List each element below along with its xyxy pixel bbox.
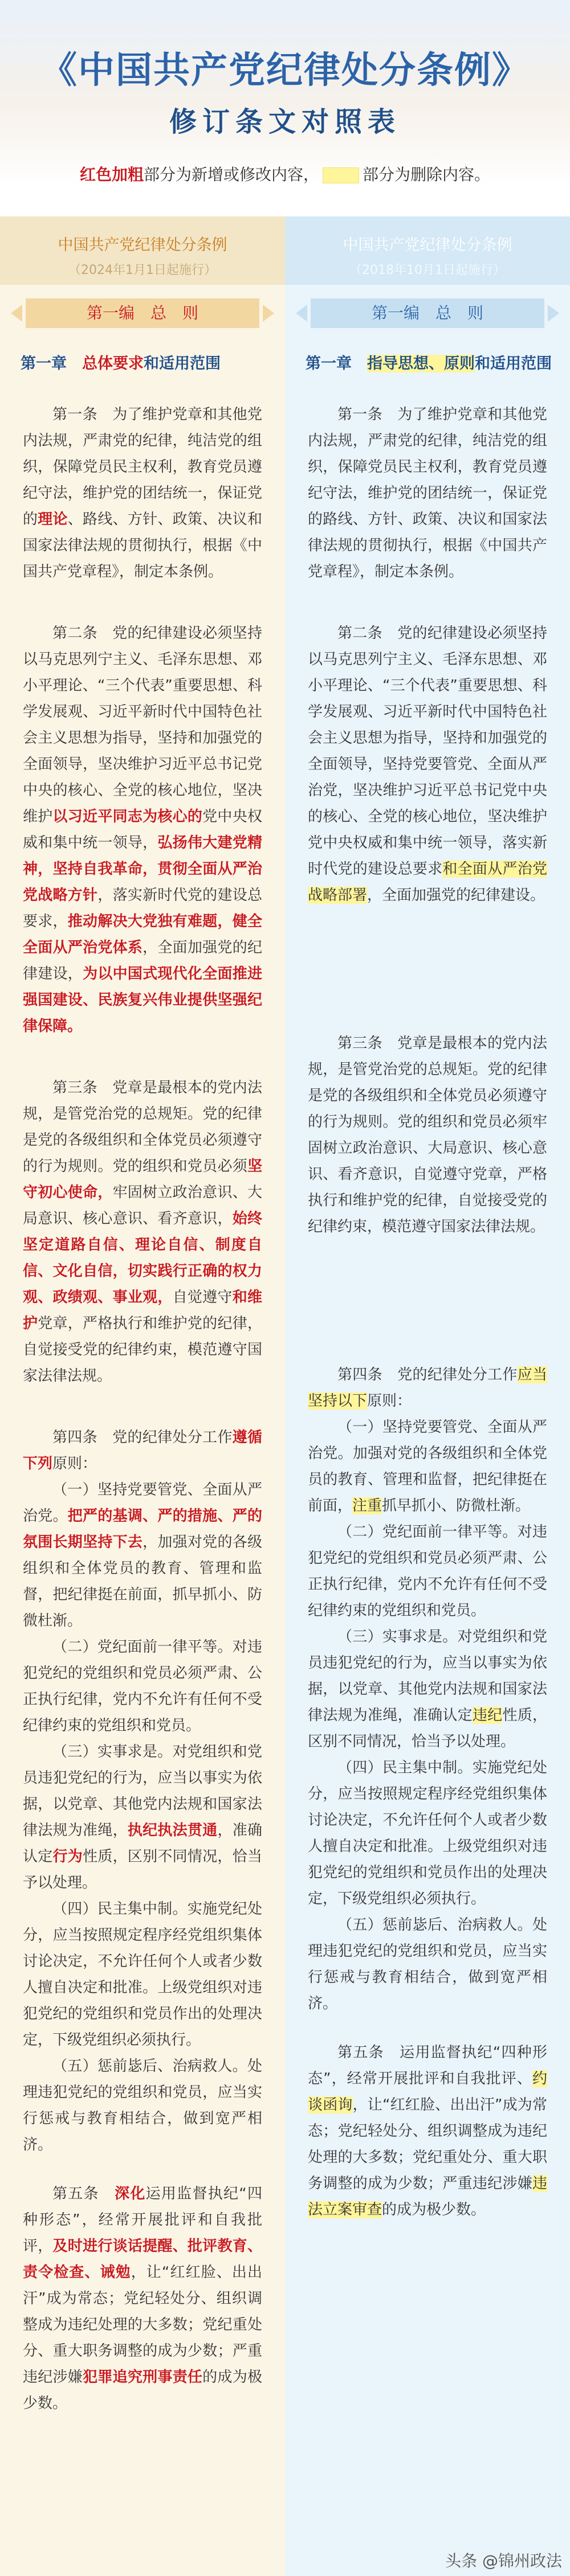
legend-end-text: 部分为删除内容。 [363,165,491,184]
text: 第四条 党的纪律处分工作 [52,1429,233,1446]
article-3-new [23,1075,262,1389]
text: 牢固树立政治意识、大局意识、核心意识、看齐意识， [23,1184,262,1227]
legend-yellow-swatch [323,167,359,183]
added-text: 推动解决大党独有难题，健全全面从严治党体系 [23,913,262,956]
text: 党中央权威和集中统一领导， [23,808,262,851]
article-4-item-4-new: （四）民主集中制。实施党纪处分，应当按照规定程序经党组织集体讨论决定，不允许任何个人或者少数人擅自决定和批准。上级党组织对违犯党纪的党组织和党员作出的处理决定，下级党组织必须执行。 [23,1901,262,2049]
column-header-old [285,216,570,285]
text: 第二条 党的纪律建设必须坚持以马克思列宁主义、毛泽东思想、邓小平理论、“三个代表”重要思想、科学发展观、习近平新时代中国特色社会主义思想为指导，坚持和加强党的全面领导，坚持党要管党、全面从严治党，坚决维护习近平总书记党中央的核心、全党的核心地位，坚决维护党中央权威和集中统一领导，落实新时代党的建设总要求 [308,625,547,878]
deleted-text: 违法立案审查 [308,2175,547,2218]
chapter-title-old [306,351,570,373]
text: 抓早抓小、防微杜渐。 [382,1497,531,1514]
chapter-suffix: 和适用范围 [144,355,221,372]
article-1-old: 第一条 为了维护党章和其他党内法规，严肃党的纪律，纯洁党的组织，保障党员民主权利，教育党员遵纪守法，维护党的团结统一，保证党的路线、方针、政策、决议和国家法律法规的贯彻执行，根据《中国共产党章程》，制定本条例。 [308,406,547,580]
added-text: 和维护 [23,1289,262,1332]
added-text: 理论 [38,511,68,528]
article-4-item-1-old [308,1414,547,1519]
text: ，落实新时代党的建设总要求， [23,887,262,930]
part-banner-new: 第一编 总 则 [26,298,259,328]
column-date-new: （2024年1月1日起施行） [68,263,217,277]
chapter-suffix: 和适用范围 [475,355,552,372]
text: 第二条 党的纪律建设必须坚持以马克思列宁主义、毛泽东思想、邓小平理论、“三个代表”重要思想、科学发展观、习近平新时代中国特色社会主义思想为指导，坚持和加强党的全面领导，坚决维护习近平总书记党中央的核心、全党的核心地位，坚决维护 [23,625,262,825]
chapter-modified: 总体要求 [82,355,144,372]
article-4-item-2-new: （二）党纪面前一律平等。对违犯党纪的党组织和党员必须严肃、公正执行纪律，党内不允许有任何不受纪律约束的党组织和党员。 [23,1639,262,1734]
chapter-title-new [21,351,285,373]
added-text: 坚守初心使命， [23,1158,262,1201]
added-text: 及时进行谈话提醒、批评教育、责令检查、诫勉 [23,2238,262,2281]
part-banner-old: 第一编 总 则 [311,298,544,328]
deleted-text: 约谈函询 [308,2070,547,2114]
article-4-item-3-old [308,1624,547,1755]
added-text: 始终坚定道路自信、理论自信、制度自信、文化自信，切实践行正确的权力观、政绩观、事业观， [23,1210,262,1306]
added-text: 以习近平同志为核心的 [52,808,203,825]
article-5-new [23,2181,262,2417]
deleted-text: 注重 [352,1497,382,1514]
text: 第三条 党章是最根本的党内法规，是管党治党的总规矩。党的纪律是党的各级组织和全体党员必须遵守的行为规则。党的组织和党员必须 [23,1079,262,1175]
page-subtitle: 修订条文对照表 [169,106,401,138]
column-title-new: 中国共产党纪律处分条例 [58,236,227,254]
legend-red-label: 红色加粗 [79,165,144,184]
article-4-item-3-new [23,1739,262,1896]
article-4-item-4-old: （四）民主集中制。实施党纪处分，应当按照规定程序经党组织集体讨论决定，不允许任何个人或者少数人擅自决定和批准。上级党组织对违犯党纪的党组织和党员作出的处理决定，下级党组织必须执行。 [308,1759,547,1907]
text: ，全面加强党的纪律建设， [23,939,262,982]
text: 第四条 党的纪律处分工作 [337,1366,518,1383]
header-banner [0,0,570,188]
text: ，让“红红脸、出出汗”成为常态；党纪轻处分、组织调整成为违纪处理的大多数；党纪重处分、重大职务调整的成为少数；严重违纪涉嫌 [23,2264,262,2386]
article-4-item-2-old: （二）党纪面前一律平等。对违犯党纪的党组织和党员必须严肃、公正执行纪律，党内不允许有任何不受纪律约束的党组织和党员。 [308,1524,547,1619]
text: 自觉遵守 [172,1289,233,1306]
added-text: 执纪执法贯通 [127,1822,218,1839]
column-old-version [285,216,570,2576]
article-5-old [308,2039,547,2223]
text: ，让“红红脸、出出汗”成为常态；党纪轻处分、组织调整成为违纪处理的大多数；党纪重处分、重大职务调整的成为少数；严重违纪涉嫌 [308,2096,547,2192]
article-3-old: 第三条 党章是最根本的党内法规，是管党治党的总规矩。党的纪律是党的各级组织和全体党员必须遵守的行为规则。党的组织和党员必须牢固树立政治意识、大局意识、核心意识、看齐意识，自觉遵守党章，严格执行和维护党的纪律，自觉接受党的纪律约束，模范遵守国家法律法规。 [308,1035,547,1235]
added-text: 把严的基调、严的措施、严的氛围长期坚持下去 [23,1508,262,1551]
chapter-prefix: 第一章 [306,355,367,372]
text: ，准确认定 [23,1822,262,1865]
article-2-new [23,620,262,1039]
article-4-old [308,1362,547,1414]
text: 第一条 为了维护党章和其他党内法规，严肃党的纪律，纯洁党的组织，保障党员民主权利，教育党员遵纪守法，维护党的团结统一，保证党的 [23,406,262,528]
text: 性质，区别不同情况，恰当予以处理。 [308,1707,547,1750]
text: （三）实事求是。对党组织和党员违犯党纪的行为，应当以事实为依据，以党章、其他党内法规和国家法律法规为准绳， [23,1743,262,1839]
watermark: 头条 @锦州政法 [445,2552,562,2570]
chapter-prefix: 第一章 [21,355,82,372]
article-4-item-5-old: （五）惩前毖后、治病救人。处理违犯党纪的党组织和党员，应当实行惩戒与教育相结合，做到宽严相济。 [308,1916,547,2012]
column-date-old: （2018年10月1日起施行） [349,263,506,277]
text: 党章，严格执行和维护党的纪律，自觉接受党的纪律约束，模范遵守国家法律法规。 [23,1315,262,1385]
column-new-version [0,216,285,2576]
text: （一）坚持党要管党、全面从严治党。加强对党的各级组织和全体党员的教育、管理和监督，把纪律挺在前面， [308,1419,547,1514]
deleted-text: 违纪 [472,1707,503,1724]
text: （一）坚持党要管党、全面从严治党。 [23,1481,262,1525]
text: （三）实事求是。对党组织和党员违犯党纪的行为，应当以事实为依据，以党章、其他党内法规和国家法律法规为准绳，准确认定 [308,1628,547,1724]
text: 的成为极少数。 [23,2369,262,2412]
article-4-item-5-new: （五）惩前毖后、治病救人。处理违犯党纪的党组织和党员，应当实行惩戒与教育相结合，做到宽严相济。 [23,2058,262,2153]
added-text: 遵循下列 [23,1429,262,1472]
deleted-text: 指导思想、原则 [367,355,475,372]
article-2-old [308,620,547,908]
article-1-new [23,402,262,585]
text: 原则： [367,1393,412,1410]
article-4-new [23,1424,262,1477]
added-text: 为以中国式现代化全面推进强国建设、民族复兴伟业提供坚强纪律保障。 [23,965,262,1035]
text: 第五条 [52,2185,115,2202]
added-text: 行为 [52,1848,83,1865]
text: ，加强对党的各级组织和全体党员的教育、管理和监督，把纪律挺在前面，抓早抓小、防微杜渐。 [23,1534,262,1629]
page-title: 《中国共产党纪律处分条例》 [40,50,530,92]
text: 的成为极少数。 [382,2201,486,2218]
text: 原则： [52,1455,97,1472]
column-title-old: 中国共产党纪律处分条例 [343,236,512,254]
legend-mid-text: 部分为新增或修改内容， [143,165,319,184]
added-text: 弘扬伟大建党精神，坚持自我革命，贯彻全面从严治党战略方针 [23,834,262,904]
text: 、路线、方针、政策、决议和国家法律法规的贯彻执行，根据《中国共产党章程》，制定本条例。 [23,511,262,580]
text: ，全面加强党的纪律建设。 [367,887,545,904]
article-4-item-1-new [23,1477,262,1634]
added-text: 深化 [115,2185,146,2202]
text: 运用监督执纪“四种形态”，经常开展批评和自我批评， [23,2185,262,2255]
deleted-text: 和全面从严治党战略部署 [308,861,547,904]
added-text: 犯罪追究刑事责任 [83,2369,203,2386]
text: 第五条 运用监督执纪“四种形态”，经常开展批评和自我批评、 [308,2044,547,2087]
column-header-new [0,216,285,285]
text: 性质，区别不同情况，恰当予以处理。 [23,1848,262,1891]
deleted-text: 应当坚持以下 [308,1366,547,1410]
legend [0,162,570,185]
